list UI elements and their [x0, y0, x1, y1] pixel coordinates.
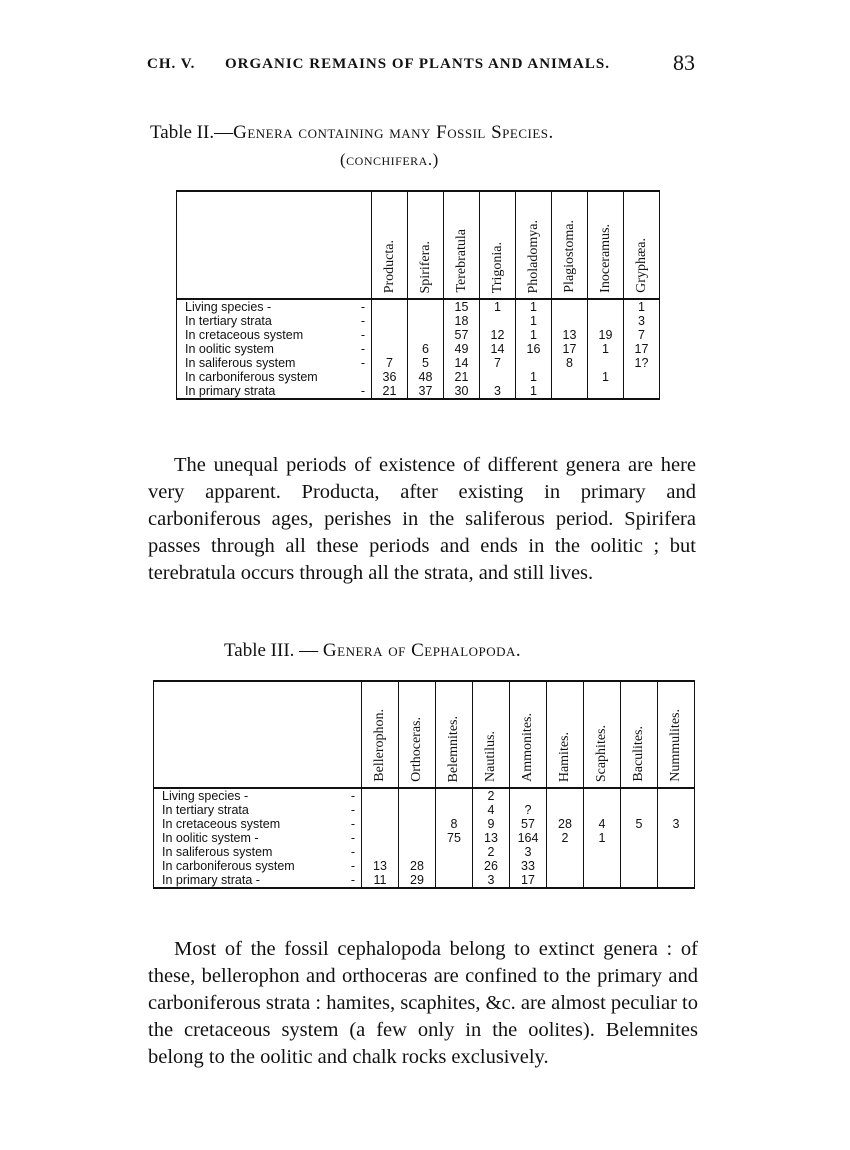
- table3-title: [224, 640, 521, 662]
- table-cell: 2: [473, 788, 510, 803]
- table-cell: [436, 873, 473, 888]
- table3: [153, 680, 695, 889]
- column-header: [552, 191, 588, 299]
- table-cell: [362, 845, 399, 859]
- table-cell: [399, 788, 436, 803]
- table-row: [154, 788, 695, 803]
- table-cell: 11: [362, 873, 399, 888]
- table-cell: 33: [510, 859, 547, 873]
- table-cell: [547, 803, 584, 817]
- table-cell: [408, 328, 444, 342]
- row-dash: -: [350, 789, 355, 803]
- table-cell: ?: [510, 803, 547, 817]
- chapter-label: CH. V.: [147, 56, 196, 72]
- column-header-label: Pholadomya.: [525, 219, 541, 293]
- column-header: [621, 681, 658, 788]
- table-cell: 8: [552, 356, 588, 370]
- table-cell: 8: [436, 817, 473, 831]
- column-header: [473, 681, 510, 788]
- table-cell: [588, 384, 624, 399]
- table-cell: 4: [584, 817, 621, 831]
- table-cell: 1: [624, 299, 660, 314]
- row-dash: -: [360, 314, 365, 328]
- table-row: [154, 873, 695, 888]
- row-label: In primary strata: [185, 384, 276, 398]
- row-dash: -: [360, 328, 365, 342]
- corner-cell: [177, 191, 372, 299]
- column-header: [399, 681, 436, 788]
- row-label: In oolitic system: [185, 342, 274, 356]
- row-label: In cretaceous system: [185, 328, 304, 342]
- table-cell: [362, 831, 399, 845]
- table-cell: 18: [444, 314, 480, 328]
- column-header-label: Gryphæa.: [633, 238, 649, 293]
- table-cell: [624, 384, 660, 399]
- column-header: [584, 681, 621, 788]
- row-dash: -: [360, 300, 365, 314]
- column-header: [362, 681, 399, 788]
- row-label-cell: [154, 859, 362, 873]
- table-cell: [621, 788, 658, 803]
- table-cell: [584, 803, 621, 817]
- table-cell: 14: [444, 356, 480, 370]
- table-cell: [584, 859, 621, 873]
- table-cell: 164: [510, 831, 547, 845]
- table-cell: 12: [480, 328, 516, 342]
- row-dash: -: [350, 831, 355, 845]
- table-cell: [658, 788, 695, 803]
- table-cell: [436, 803, 473, 817]
- table-cell: 57: [444, 328, 480, 342]
- table-cell: 2: [473, 845, 510, 859]
- row-dash: -: [350, 845, 355, 859]
- column-header: [436, 681, 473, 788]
- column-header: [408, 191, 444, 299]
- column-header: [372, 191, 408, 299]
- column-header-label: Trigonia.: [489, 241, 505, 293]
- column-header-label: Bellerophon.: [372, 709, 387, 782]
- table-cell: [480, 314, 516, 328]
- table-cell: [588, 299, 624, 314]
- row-label-cell: [177, 342, 372, 356]
- table-cell: 26: [473, 859, 510, 873]
- table-cell: 1: [516, 299, 552, 314]
- table-cell: 57: [510, 817, 547, 831]
- table-cell: 17: [624, 342, 660, 356]
- table-row: [177, 299, 660, 314]
- table-cell: 49: [444, 342, 480, 356]
- table-cell: 2: [547, 831, 584, 845]
- table-row: [177, 314, 660, 328]
- table-row: [154, 803, 695, 817]
- table-cell: [584, 788, 621, 803]
- table-cell: 17: [552, 342, 588, 356]
- table-cell: 48: [408, 370, 444, 384]
- table-row: [177, 370, 660, 384]
- row-label: In carboniferous system: [162, 859, 295, 873]
- table-cell: [584, 873, 621, 888]
- table2-title: [150, 122, 554, 144]
- table-cell: [372, 328, 408, 342]
- column-header: [480, 191, 516, 299]
- table3-title-prefix: Table III. —: [224, 640, 323, 661]
- column-header: [510, 681, 547, 788]
- table-cell: [621, 845, 658, 859]
- table-cell: 1: [584, 831, 621, 845]
- row-label: Living species -: [162, 789, 249, 803]
- table-cell: 36: [372, 370, 408, 384]
- table-cell: [436, 845, 473, 859]
- table-cell: 13: [552, 328, 588, 342]
- table-cell: [552, 384, 588, 399]
- paragraph-2-text: Most of the fossil cephalopoda belong to extinct genera : of these, bellerophon and orthoceras are confined to the primary and carboniferous strata : hamites, scaphites, &c. are almost peculiar to the cretaceous system (a few only in the oolites). Belemnites belong to the oolitic and chalk rocks exclusively.: [148, 938, 698, 1068]
- row-dash: -: [360, 356, 365, 370]
- table-cell: [621, 831, 658, 845]
- table-cell: [436, 788, 473, 803]
- table-cell: [399, 803, 436, 817]
- paragraph-1: [148, 452, 696, 587]
- row-dash: -: [360, 342, 365, 356]
- table-cell: [552, 370, 588, 384]
- table-cell: [621, 803, 658, 817]
- table-cell: [362, 817, 399, 831]
- table-cell: [552, 299, 588, 314]
- table-cell: [510, 788, 547, 803]
- column-header-label: Terebratula: [453, 229, 469, 293]
- row-label: In tertiary strata: [185, 314, 272, 328]
- row-label: In carboniferous system: [185, 370, 318, 384]
- column-header: [624, 191, 660, 299]
- table-cell: 5: [408, 356, 444, 370]
- table-cell: 1: [480, 299, 516, 314]
- table-cell: 21: [444, 370, 480, 384]
- table-cell: 30: [444, 384, 480, 399]
- row-dash: -: [350, 803, 355, 817]
- table-cell: [658, 803, 695, 817]
- table-cell: 29: [399, 873, 436, 888]
- table-cell: [588, 314, 624, 328]
- table-cell: [372, 299, 408, 314]
- column-header-label: Orthoceras.: [409, 717, 424, 782]
- table2-title-text: Genera containing many Fossil Species.: [233, 122, 554, 143]
- column-header-label: Belemnites.: [446, 715, 461, 782]
- table-cell: 16: [516, 342, 552, 356]
- table-cell: 3: [480, 384, 516, 399]
- row-label-cell: [177, 328, 372, 342]
- column-header-label: Inoceramus.: [597, 224, 613, 293]
- table-cell: [399, 831, 436, 845]
- table-cell: [362, 803, 399, 817]
- row-label-cell: [154, 803, 362, 817]
- table-cell: 1: [516, 370, 552, 384]
- table-cell: 75: [436, 831, 473, 845]
- paragraph-1-text: The unequal periods of existence of different genera are here very apparent. Producta, after existing in primary and carboniferous ages, perishes in the saliferous period. Spirifera passes through all these periods and ends in the oolitic ; but terebratula occurs through all the strata, and still lives.: [148, 454, 696, 584]
- table-cell: 3: [510, 845, 547, 859]
- row-dash: -: [350, 873, 355, 887]
- table-cell: 1: [516, 328, 552, 342]
- table-cell: 5: [621, 817, 658, 831]
- running-title: ORGANIC REMAINS OF PLANTS AND ANIMALS.: [225, 56, 610, 72]
- column-header-label: Ammonites.: [520, 713, 535, 782]
- column-header: [547, 681, 584, 788]
- table-cell: [372, 342, 408, 356]
- table-row: [177, 384, 660, 399]
- table-cell: [547, 788, 584, 803]
- table-cell: 1?: [624, 356, 660, 370]
- table-row: [154, 859, 695, 873]
- table-cell: 15: [444, 299, 480, 314]
- row-label-cell: [177, 384, 372, 399]
- row-label-cell: [154, 817, 362, 831]
- table-cell: 3: [624, 314, 660, 328]
- table-row: [154, 831, 695, 845]
- table-row: [177, 356, 660, 370]
- table-cell: 3: [658, 817, 695, 831]
- table-cell: [621, 859, 658, 873]
- table-row: [154, 845, 695, 859]
- table3-body: [154, 788, 695, 888]
- table-cell: [480, 370, 516, 384]
- column-header: [588, 191, 624, 299]
- table-cell: 1: [516, 384, 552, 399]
- row-label: Living species -: [185, 300, 272, 314]
- column-header-label: Scaphites.: [594, 724, 609, 782]
- row-label-cell: [154, 873, 362, 888]
- table-row: [177, 328, 660, 342]
- row-dash: -: [360, 384, 365, 398]
- table-cell: 21: [372, 384, 408, 399]
- row-label: In tertiary strata: [162, 803, 249, 817]
- row-label-cell: [154, 845, 362, 859]
- table-cell: [516, 356, 552, 370]
- table-cell: [588, 356, 624, 370]
- table-cell: 7: [372, 356, 408, 370]
- page-number: 83: [673, 50, 695, 75]
- row-label: In primary strata -: [162, 873, 260, 887]
- table-cell: [547, 845, 584, 859]
- table-cell: 3: [473, 873, 510, 888]
- table-cell: [552, 314, 588, 328]
- row-label: In saliferous system: [162, 845, 273, 859]
- table-cell: [547, 859, 584, 873]
- table-cell: [658, 873, 695, 888]
- table3-header-row: [154, 681, 695, 788]
- column-header-label: Hamites.: [557, 731, 572, 782]
- row-dash: -: [350, 817, 355, 831]
- table2-header-row: [177, 191, 660, 299]
- table-cell: [408, 314, 444, 328]
- table-cell: 7: [624, 328, 660, 342]
- row-label-cell: [177, 314, 372, 328]
- table-cell: 28: [399, 859, 436, 873]
- table2-subtitle: (conchifera.): [340, 150, 439, 169]
- row-label-cell: [154, 831, 362, 845]
- table-cell: [584, 845, 621, 859]
- table-cell: [547, 873, 584, 888]
- row-label: In oolitic system -: [162, 831, 259, 845]
- table-cell: 13: [362, 859, 399, 873]
- row-label-cell: [177, 370, 372, 384]
- table-cell: 13: [473, 831, 510, 845]
- table-row: [177, 342, 660, 356]
- row-label-cell: [177, 356, 372, 370]
- table-cell: [658, 831, 695, 845]
- corner-cell: [154, 681, 362, 788]
- table2: [176, 190, 660, 400]
- row-dash: -: [350, 859, 355, 873]
- table-cell: [372, 314, 408, 328]
- row-label-cell: [154, 788, 362, 803]
- table-cell: 17: [510, 873, 547, 888]
- table-cell: 14: [480, 342, 516, 356]
- table-cell: [408, 299, 444, 314]
- column-header-label: Nautilus.: [483, 731, 498, 782]
- table-cell: 4: [473, 803, 510, 817]
- table-cell: 6: [408, 342, 444, 356]
- column-header-label: Producta.: [381, 239, 397, 293]
- table-cell: 28: [547, 817, 584, 831]
- table3-title-text: Genera of Cephalopoda.: [322, 640, 522, 661]
- column-header-label: Spirifera.: [417, 240, 433, 293]
- row-label: In cretaceous system: [162, 817, 281, 831]
- column-header: [444, 191, 480, 299]
- table-cell: [399, 817, 436, 831]
- table-cell: [362, 788, 399, 803]
- table2-body: [177, 299, 660, 399]
- table-cell: 37: [408, 384, 444, 399]
- table-cell: [658, 859, 695, 873]
- table-row: [154, 817, 695, 831]
- column-header: [516, 191, 552, 299]
- table-cell: [399, 845, 436, 859]
- row-label-cell: [177, 299, 372, 314]
- table-cell: 9: [473, 817, 510, 831]
- paragraph-2: [148, 936, 698, 1071]
- table-cell: 19: [588, 328, 624, 342]
- table-cell: [436, 859, 473, 873]
- column-header-label: Nummulites.: [668, 709, 683, 782]
- column-header-label: Plagiostoma.: [561, 220, 577, 293]
- row-label: In saliferous system: [185, 356, 296, 370]
- column-header-label: Baculites.: [631, 726, 646, 782]
- column-header: [658, 681, 695, 788]
- table-cell: 7: [480, 356, 516, 370]
- table-cell: [624, 370, 660, 384]
- table-cell: [658, 845, 695, 859]
- table-cell: [621, 873, 658, 888]
- table-cell: 1: [588, 370, 624, 384]
- table2-title-prefix: Table II.—: [150, 122, 234, 143]
- table-cell: 1: [516, 314, 552, 328]
- table-cell: 1: [588, 342, 624, 356]
